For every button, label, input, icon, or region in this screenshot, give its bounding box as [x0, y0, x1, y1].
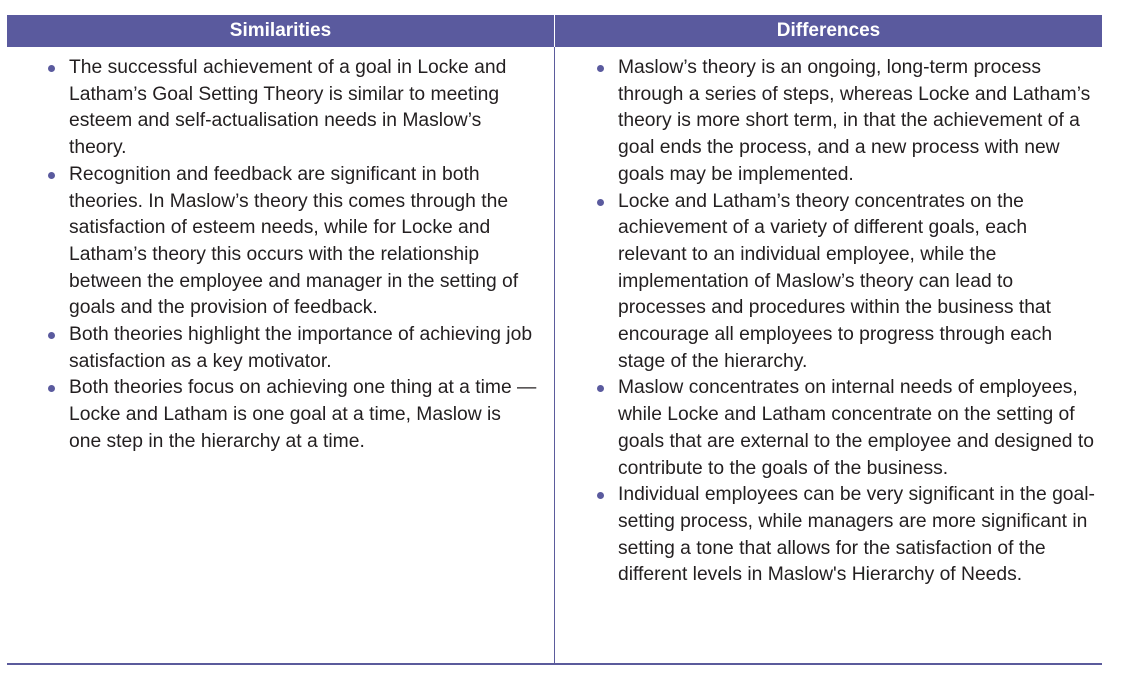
difference-item: Individual employees can be very significant in the goal-setting process, while managers are more significant in setting a tone that allows for the satisfaction of the different levels in Maslow's Hierarchy of Needs.: [596, 482, 1096, 589]
difference-item: Maslow’s theory is an ongoing, long-term process through a series of steps, whereas Locke and Latham’s theory is more short term, in that the achievement of a goal ends the process, and a new process with new goals may be implemented.: [596, 55, 1096, 189]
difference-item: Locke and Latham’s theory concentrates on the achievement of a variety of different goals, each relevant to an individual employee, while the implementation of Maslow’s theory can lead to processes and procedures within the business that encourage all employees to progress through each stage of the hierarchy.: [596, 189, 1096, 376]
similarity-item: The successful achievement of a goal in Locke and Latham’s Goal Setting Theory is similar to meeting esteem and self-actualisation needs in Maslow’s theory.: [47, 55, 537, 162]
similarities-list: [47, 55, 537, 456]
comparison-table: [7, 15, 1102, 665]
similarities-header: Similarities: [229, 20, 332, 41]
column-divider: [554, 47, 555, 663]
differences-header: Differences: [776, 20, 881, 41]
difference-item: Maslow concentrates on internal needs of employees, while Locke and Latham concentrate on the setting of goals that are external to the employee and designed to contribute to the goals of the business.: [596, 375, 1096, 482]
similarity-item: Both theories focus on achieving one thing at a time — Locke and Latham is one goal at a time, Maslow is one step in the hierarchy at a time.: [47, 375, 537, 455]
similarity-item: Both theories highlight the importance of achieving job satisfaction as a key motivator.: [47, 322, 537, 375]
similarity-item: Recognition and feedback are significant in both theories. In Maslow’s theory this comes through the satisfaction of esteem needs, while for Locke and Latham’s theory this occurs with the relationship between the employee and manager in the setting of goals and the provision of feedback.: [47, 162, 537, 322]
table-header: [7, 15, 1102, 47]
differences-list: [596, 55, 1096, 589]
